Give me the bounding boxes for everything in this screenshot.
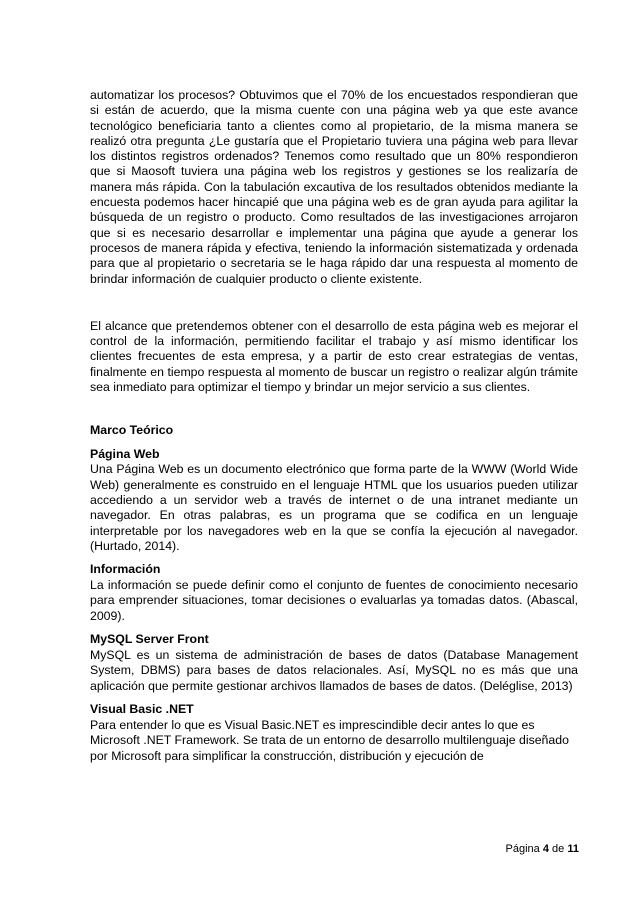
subsection-title-pagina-web: Página Web — [90, 447, 160, 462]
document-page — [90, 88, 578, 764]
subsection-body-visual-basic: Para entender lo que es Visual Basic.NET es imprescindible decir antes lo que es Microsoft .NET Framework. Se trata de un entorno de desarrollo multilenguaje diseñado por Microsoft para simplificar la construcción, distribución y ejecución de — [90, 717, 569, 763]
subsection-title-mysql: MySQL Server Front — [90, 632, 209, 647]
subsection-title-informacion: Información — [90, 562, 161, 577]
footer-current-page: 4 — [542, 843, 549, 855]
subsection-title-visual-basic: Visual Basic .NET — [90, 701, 194, 716]
subsection-body-pagina-web: Una Página Web es un documento electrónico que forma parte de la WWW (World Wide Web) generalmente es construido en el lenguaje HTML que los usuarios pueden utilizar accediendo a un servidor web a través de internet o de una intranet mediante un navegador. En otras palabras, es un programa que se codifica en un lenguaje interpretable por los navegadores web en la que se confía la ejecución al navegador. (Hurtado, 2014). — [90, 462, 578, 553]
intro-paragraph: automatizar los procesos? Obtuvimos que el 70% de los encuestados respondieran que si están de acuerdo, que la misma cuente con una página web ya que este avance tecnológico beneficiaria tanto a clientes como al propietario, de la misma manera se realizó otra pregunta ¿Le gustaría que el Propietario tuviera una página web para llevar los distintos registros ordenados? Tenemos como resultado que un 80% respondieron que si Maosoft tuviera una página web los registros y gestiones se los realizaría de manera más rápida. Con la tabulación excautiva de los resultados obtenidos mediante la encuesta podemos hacer hincapié que una página web es de gran ayuda para agilitar la búsqueda de un registro o producto. Como resultados de las investigaciones arrojaron que si es necesario desarrollar e implementar una página que ayude a generar los procesos de manera rápida y efectiva, teniendo la información sistematizada y ordenada para que al propietario o secretaria se le haga rápido dar una respuesta al momento de brindar información de cualquier producto o cliente existente. — [90, 88, 578, 286]
subsection-body-mysql: MySQL es un sistema de administración de bases de datos (Database Management System, DBMS) para bases de datos relacionales. Así, MySQL no es más que una aplicación que permite gestionar archivos llamados de bases de datos. (Deléglise, 2013) — [90, 648, 578, 693]
footer-label: Página — [505, 843, 540, 855]
scope-paragraph: El alcance que pretendemos obtener con el desarrollo de esta página web es mejorar el control de la información, permitiendo facilitar el trabajo y así mismo identificar los clientes frecuentes de esta empresa, y a partir de esto crear estrategias de ventas, finalmente en tiempo respuesta al momento de buscar un registro o realizar algún trámite sea inmediato para optimizar el tiempo y brindar un mejor servicio a sus clientes. — [90, 318, 578, 395]
page-number-footer — [506, 843, 579, 855]
spacer — [90, 287, 578, 319]
spacer — [90, 395, 578, 423]
section-title: Marco Teórico — [90, 423, 174, 438]
subsection-body-informacion: La información se puede definir como el conjunto de fuentes de conocimiento necesario para emprender situaciones, tomar decisiones o evaluarlas ya tomadas datos. (Abascal, 2009). — [90, 578, 578, 623]
footer-of: de — [552, 843, 565, 855]
footer-total-pages: 11 — [567, 843, 579, 855]
